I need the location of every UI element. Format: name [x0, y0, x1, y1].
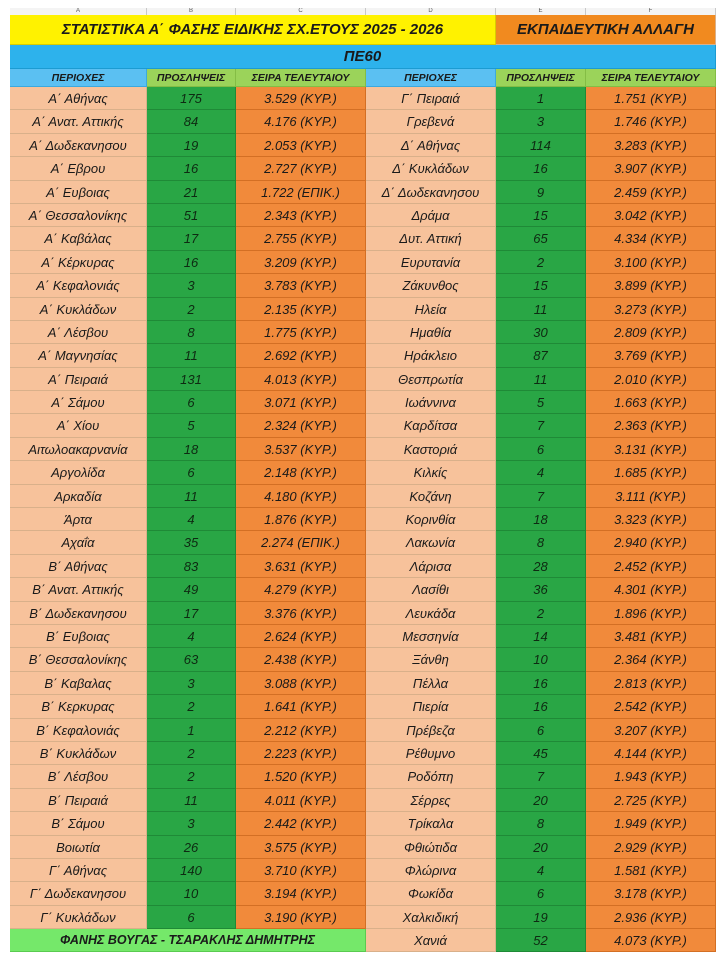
column-header[interactable]: ΠΡΟΣΛΗΨΕΙΣ [496, 69, 586, 87]
region-cell[interactable]: Α΄ Μαγνησίας [10, 344, 147, 367]
last-rank-cell[interactable]: 1.641 (ΚΥΡ.) [236, 695, 366, 718]
column-header[interactable]: ΣΕΙΡΑ ΤΕΛΕΥΤΑΙΟΥ [586, 69, 716, 87]
last-rank-cell[interactable]: 3.100 (ΚΥΡ.) [586, 251, 716, 274]
hires-cell[interactable]: 1 [147, 719, 236, 742]
last-rank-cell[interactable]: 2.438 (ΚΥΡ.) [236, 648, 366, 671]
hires-cell[interactable]: 19 [147, 134, 236, 157]
last-rank-cell[interactable]: 2.053 (ΚΥΡ.) [236, 134, 366, 157]
footer-credit[interactable]: ΦΑΝΗΣ ΒΟΥΓΑΣ - ΤΣΑΡΑΚΛΗΣ ΔΗΜΗΤΡΗΣ [10, 929, 366, 952]
last-rank-cell[interactable]: 1.722 (ΕΠΙΚ.) [236, 181, 366, 204]
hires-cell[interactable]: 17 [147, 602, 236, 625]
hires-cell[interactable]: 28 [496, 555, 586, 578]
last-rank-cell[interactable]: 2.363 (ΚΥΡ.) [586, 414, 716, 437]
last-rank-cell[interactable]: 2.010 (ΚΥΡ.) [586, 368, 716, 391]
hires-cell[interactable]: 5 [147, 414, 236, 437]
column-letter[interactable]: E [496, 8, 586, 15]
last-rank-cell[interactable]: 1.520 (ΚΥΡ.) [236, 765, 366, 788]
hires-cell[interactable]: 11 [496, 298, 586, 321]
region-cell[interactable]: Β΄ Κερκυρας [10, 695, 147, 718]
region-cell[interactable]: Ηράκλειο [366, 344, 496, 367]
last-rank-cell[interactable]: 2.212 (ΚΥΡ.) [236, 719, 366, 742]
region-cell[interactable]: Χανιά [366, 929, 496, 952]
region-cell[interactable]: Α΄ Λέσβου [10, 321, 147, 344]
region-cell[interactable]: Λευκάδα [366, 602, 496, 625]
hires-cell[interactable]: 3 [147, 812, 236, 835]
hires-cell[interactable]: 7 [496, 414, 586, 437]
hires-cell[interactable]: 8 [147, 321, 236, 344]
hires-cell[interactable]: 114 [496, 134, 586, 157]
hires-cell[interactable]: 15 [496, 204, 586, 227]
region-cell[interactable]: Δ΄ Κυκλάδων [366, 157, 496, 180]
region-cell[interactable]: Δ΄ Αθήνας [366, 134, 496, 157]
last-rank-cell[interactable]: 1.943 (ΚΥΡ.) [586, 765, 716, 788]
last-rank-cell[interactable]: 2.459 (ΚΥΡ.) [586, 181, 716, 204]
sheet-title[interactable]: ΣΤΑΤΙΣΤΙΚΑ Α΄ ΦΑΣΗΣ ΕΙΔΙΚΗΣ ΣΧ.ΕΤΟΥΣ 2025 - 2026 [10, 15, 496, 45]
hires-cell[interactable]: 2 [147, 765, 236, 788]
region-cell[interactable]: Ιωάννινα [366, 391, 496, 414]
last-rank-cell[interactable]: 3.710 (ΚΥΡ.) [236, 859, 366, 882]
last-rank-cell[interactable]: 2.135 (ΚΥΡ.) [236, 298, 366, 321]
hires-cell[interactable]: 9 [496, 181, 586, 204]
region-cell[interactable]: Γ΄ Δωδεκανησου [10, 882, 147, 905]
hires-cell[interactable]: 11 [147, 485, 236, 508]
region-cell[interactable]: Χαλκιδική [366, 906, 496, 929]
last-rank-cell[interactable]: 1.949 (ΚΥΡ.) [586, 812, 716, 835]
region-cell[interactable]: Μεσσηνία [366, 625, 496, 648]
last-rank-cell[interactable]: 3.088 (ΚΥΡ.) [236, 672, 366, 695]
region-cell[interactable]: Α΄ Χίου [10, 414, 147, 437]
region-cell[interactable]: Καστοριά [366, 438, 496, 461]
region-cell[interactable]: Β΄ Σάμου [10, 812, 147, 835]
last-rank-cell[interactable]: 4.279 (ΚΥΡ.) [236, 578, 366, 601]
hires-cell[interactable]: 16 [496, 672, 586, 695]
column-letter[interactable]: D [366, 8, 496, 15]
region-cell[interactable]: Β΄ Δωδεκανησου [10, 602, 147, 625]
last-rank-cell[interactable]: 1.746 (ΚΥΡ.) [586, 110, 716, 133]
hires-cell[interactable]: 11 [496, 368, 586, 391]
last-rank-cell[interactable]: 2.343 (ΚΥΡ.) [236, 204, 366, 227]
last-rank-cell[interactable]: 2.940 (ΚΥΡ.) [586, 531, 716, 554]
region-cell[interactable]: Φωκίδα [366, 882, 496, 905]
region-cell[interactable]: Α΄ Κεφαλονιάς [10, 274, 147, 297]
hires-cell[interactable]: 15 [496, 274, 586, 297]
last-rank-cell[interactable]: 3.273 (ΚΥΡ.) [586, 298, 716, 321]
last-rank-cell[interactable]: 2.223 (ΚΥΡ.) [236, 742, 366, 765]
region-cell[interactable]: Λάρισα [366, 555, 496, 578]
region-cell[interactable]: Β΄ Θεσσαλονίκης [10, 648, 147, 671]
last-rank-cell[interactable]: 3.529 (ΚΥΡ.) [236, 87, 366, 110]
region-cell[interactable]: Πιερία [366, 695, 496, 718]
hires-cell[interactable]: 131 [147, 368, 236, 391]
region-cell[interactable]: Γ΄ Πειραιά [366, 87, 496, 110]
region-cell[interactable]: Δ΄ Δωδεκανησου [366, 181, 496, 204]
region-cell[interactable]: Βοιωτία [10, 836, 147, 859]
last-rank-cell[interactable]: 2.755 (ΚΥΡ.) [236, 227, 366, 250]
hires-cell[interactable]: 87 [496, 344, 586, 367]
column-letter[interactable]: F [586, 8, 716, 15]
hires-cell[interactable]: 21 [147, 181, 236, 204]
hires-cell[interactable]: 10 [496, 648, 586, 671]
last-rank-cell[interactable]: 4.144 (ΚΥΡ.) [586, 742, 716, 765]
last-rank-cell[interactable]: 3.131 (ΚΥΡ.) [586, 438, 716, 461]
region-cell[interactable]: Β΄ Αθήνας [10, 555, 147, 578]
region-cell[interactable]: Λακωνία [366, 531, 496, 554]
region-cell[interactable]: Α΄ Πειραιά [10, 368, 147, 391]
region-cell[interactable]: Ζάκυνθος [366, 274, 496, 297]
column-header[interactable]: ΠΡΟΣΛΗΨΕΙΣ [147, 69, 236, 87]
hires-cell[interactable]: 3 [147, 672, 236, 695]
sheet-title-right[interactable]: ΕΚΠΑΙΔΕΥΤΙΚΗ ΑΛΛΑΓΗ [496, 15, 716, 45]
region-cell[interactable]: Α΄ Καβάλας [10, 227, 147, 250]
last-rank-cell[interactable]: 3.907 (ΚΥΡ.) [586, 157, 716, 180]
last-rank-cell[interactable]: 3.631 (ΚΥΡ.) [236, 555, 366, 578]
last-rank-cell[interactable]: 3.899 (ΚΥΡ.) [586, 274, 716, 297]
region-cell[interactable]: Αχαΐα [10, 531, 147, 554]
last-rank-cell[interactable]: 1.751 (ΚΥΡ.) [586, 87, 716, 110]
region-cell[interactable]: Καρδίτσα [366, 414, 496, 437]
region-cell[interactable]: Τρίκαλα [366, 812, 496, 835]
hires-cell[interactable]: 6 [496, 882, 586, 905]
hires-cell[interactable]: 17 [147, 227, 236, 250]
region-cell[interactable]: Κιλκίς [366, 461, 496, 484]
hires-cell[interactable]: 1 [496, 87, 586, 110]
column-header[interactable]: ΠΕΡΙΟΧΕΣ [10, 69, 147, 87]
region-cell[interactable]: Ξάνθη [366, 648, 496, 671]
hires-cell[interactable]: 140 [147, 859, 236, 882]
region-cell[interactable]: Β΄ Κυκλάδων [10, 742, 147, 765]
column-header[interactable]: ΣΕΙΡΑ ΤΕΛΕΥΤΑΙΟΥ [236, 69, 366, 87]
hires-cell[interactable]: 11 [147, 344, 236, 367]
column-letter[interactable]: B [147, 8, 236, 15]
last-rank-cell[interactable]: 2.442 (ΚΥΡ.) [236, 812, 366, 835]
hires-cell[interactable]: 6 [496, 719, 586, 742]
last-rank-cell[interactable]: 2.624 (ΚΥΡ.) [236, 625, 366, 648]
last-rank-cell[interactable]: 2.274 (ΕΠΙΚ.) [236, 531, 366, 554]
region-cell[interactable]: Κοζάνη [366, 485, 496, 508]
hires-cell[interactable]: 16 [496, 157, 586, 180]
last-rank-cell[interactable]: 3.071 (ΚΥΡ.) [236, 391, 366, 414]
last-rank-cell[interactable]: 2.929 (ΚΥΡ.) [586, 836, 716, 859]
last-rank-cell[interactable]: 3.376 (ΚΥΡ.) [236, 602, 366, 625]
column-header[interactable]: ΠΕΡΙΟΧΕΣ [366, 69, 496, 87]
hires-cell[interactable]: 20 [496, 836, 586, 859]
hires-cell[interactable]: 16 [496, 695, 586, 718]
last-rank-cell[interactable]: 1.775 (ΚΥΡ.) [236, 321, 366, 344]
hires-cell[interactable]: 2 [147, 695, 236, 718]
region-cell[interactable]: Α΄ Εβρου [10, 157, 147, 180]
region-cell[interactable]: Β΄ Κεφαλονιάς [10, 719, 147, 742]
hires-cell[interactable]: 49 [147, 578, 236, 601]
region-cell[interactable]: Αρκαδία [10, 485, 147, 508]
hires-cell[interactable]: 30 [496, 321, 586, 344]
region-cell[interactable]: Α΄ Κέρκυρας [10, 251, 147, 274]
last-rank-cell[interactable]: 3.323 (ΚΥΡ.) [586, 508, 716, 531]
hires-cell[interactable]: 14 [496, 625, 586, 648]
region-cell[interactable]: Γ΄ Κυκλάδων [10, 906, 147, 929]
last-rank-cell[interactable]: 3.209 (ΚΥΡ.) [236, 251, 366, 274]
region-cell[interactable]: Κορινθία [366, 508, 496, 531]
hires-cell[interactable]: 65 [496, 227, 586, 250]
hires-cell[interactable]: 18 [147, 438, 236, 461]
region-cell[interactable]: Β΄ Καβαλας [10, 672, 147, 695]
region-cell[interactable]: Σέρρες [366, 789, 496, 812]
region-cell[interactable]: Λασίθι [366, 578, 496, 601]
hires-cell[interactable]: 16 [147, 157, 236, 180]
last-rank-cell[interactable]: 2.148 (ΚΥΡ.) [236, 461, 366, 484]
hires-cell[interactable]: 2 [147, 298, 236, 321]
region-cell[interactable]: Αιτωλοακαρνανία [10, 438, 147, 461]
last-rank-cell[interactable]: 4.301 (ΚΥΡ.) [586, 578, 716, 601]
hires-cell[interactable]: 4 [496, 461, 586, 484]
hires-cell[interactable]: 11 [147, 789, 236, 812]
hires-cell[interactable]: 7 [496, 765, 586, 788]
region-cell[interactable]: Ροδόπη [366, 765, 496, 788]
region-cell[interactable]: Δυτ. Αττική [366, 227, 496, 250]
last-rank-cell[interactable]: 2.809 (ΚΥΡ.) [586, 321, 716, 344]
region-cell[interactable]: Γ΄ Αθήνας [10, 859, 147, 882]
last-rank-cell[interactable]: 4.013 (ΚΥΡ.) [236, 368, 366, 391]
region-cell[interactable]: Ρέθυμνο [366, 742, 496, 765]
last-rank-cell[interactable]: 1.876 (ΚΥΡ.) [236, 508, 366, 531]
hires-cell[interactable]: 3 [147, 274, 236, 297]
last-rank-cell[interactable]: 3.190 (ΚΥΡ.) [236, 906, 366, 929]
region-cell[interactable]: Ευρυτανία [366, 251, 496, 274]
region-cell[interactable]: Α΄ Αθήνας [10, 87, 147, 110]
hires-cell[interactable]: 6 [147, 906, 236, 929]
hires-cell[interactable]: 8 [496, 531, 586, 554]
region-cell[interactable]: Αργολίδα [10, 461, 147, 484]
region-cell[interactable]: Πέλλα [366, 672, 496, 695]
hires-cell[interactable]: 6 [147, 461, 236, 484]
last-rank-cell[interactable]: 4.073 (ΚΥΡ.) [586, 929, 716, 952]
hires-cell[interactable]: 63 [147, 648, 236, 671]
hires-cell[interactable]: 35 [147, 531, 236, 554]
last-rank-cell[interactable]: 2.813 (ΚΥΡ.) [586, 672, 716, 695]
hires-cell[interactable]: 51 [147, 204, 236, 227]
region-cell[interactable]: Άρτα [10, 508, 147, 531]
last-rank-cell[interactable]: 3.783 (ΚΥΡ.) [236, 274, 366, 297]
last-rank-cell[interactable]: 3.769 (ΚΥΡ.) [586, 344, 716, 367]
hires-cell[interactable]: 2 [496, 251, 586, 274]
region-cell[interactable]: Φθιώτιδα [366, 836, 496, 859]
last-rank-cell[interactable]: 2.936 (ΚΥΡ.) [586, 906, 716, 929]
region-cell[interactable]: Β΄ Πειραιά [10, 789, 147, 812]
region-cell[interactable]: Β΄ Ευβοιας [10, 625, 147, 648]
hires-cell[interactable]: 4 [147, 625, 236, 648]
region-cell[interactable]: Θεσπρωτία [366, 368, 496, 391]
column-letter[interactable]: A [10, 8, 147, 15]
region-cell[interactable]: Ηλεία [366, 298, 496, 321]
last-rank-cell[interactable]: 4.334 (ΚΥΡ.) [586, 227, 716, 250]
last-rank-cell[interactable]: 2.542 (ΚΥΡ.) [586, 695, 716, 718]
last-rank-cell[interactable]: 3.207 (ΚΥΡ.) [586, 719, 716, 742]
hires-cell[interactable]: 36 [496, 578, 586, 601]
last-rank-cell[interactable]: 3.042 (ΚΥΡ.) [586, 204, 716, 227]
last-rank-cell[interactable]: 4.176 (ΚΥΡ.) [236, 110, 366, 133]
hires-cell[interactable]: 45 [496, 742, 586, 765]
region-cell[interactable]: Α΄ Ευβοιας [10, 181, 147, 204]
hires-cell[interactable]: 83 [147, 555, 236, 578]
last-rank-cell[interactable]: 3.575 (ΚΥΡ.) [236, 836, 366, 859]
region-cell[interactable]: Ημαθία [366, 321, 496, 344]
hires-cell[interactable]: 7 [496, 485, 586, 508]
region-cell[interactable]: Δράμα [366, 204, 496, 227]
last-rank-cell[interactable]: 3.194 (ΚΥΡ.) [236, 882, 366, 905]
hires-cell[interactable]: 6 [496, 438, 586, 461]
hires-cell[interactable]: 5 [496, 391, 586, 414]
hires-cell[interactable]: 10 [147, 882, 236, 905]
region-cell[interactable]: Α΄ Δωδεκανησου [10, 134, 147, 157]
hires-cell[interactable]: 84 [147, 110, 236, 133]
region-cell[interactable]: Β΄ Λέσβου [10, 765, 147, 788]
hires-cell[interactable]: 2 [496, 602, 586, 625]
hires-cell[interactable]: 26 [147, 836, 236, 859]
column-letter[interactable]: C [236, 8, 366, 15]
sheet-grid [10, 8, 716, 952]
region-cell[interactable]: Α΄ Ανατ. Αττικής [10, 110, 147, 133]
hires-cell[interactable]: 6 [147, 391, 236, 414]
last-rank-cell[interactable]: 1.896 (ΚΥΡ.) [586, 602, 716, 625]
last-rank-cell[interactable]: 3.481 (ΚΥΡ.) [586, 625, 716, 648]
hires-cell[interactable]: 18 [496, 508, 586, 531]
last-rank-cell[interactable]: 1.581 (ΚΥΡ.) [586, 859, 716, 882]
last-rank-cell[interactable]: 4.011 (ΚΥΡ.) [236, 789, 366, 812]
region-cell[interactable]: Φλώρινα [366, 859, 496, 882]
last-rank-cell[interactable]: 2.364 (ΚΥΡ.) [586, 648, 716, 671]
region-cell[interactable]: Α΄ Θεσσαλονίκης [10, 204, 147, 227]
last-rank-cell[interactable]: 2.692 (ΚΥΡ.) [236, 344, 366, 367]
hires-cell[interactable]: 8 [496, 812, 586, 835]
last-rank-cell[interactable]: 1.685 (ΚΥΡ.) [586, 461, 716, 484]
last-rank-cell[interactable]: 1.663 (ΚΥΡ.) [586, 391, 716, 414]
last-rank-cell[interactable]: 4.180 (ΚΥΡ.) [236, 485, 366, 508]
region-cell[interactable]: Α΄ Κυκλάδων [10, 298, 147, 321]
last-rank-cell[interactable]: 3.178 (ΚΥΡ.) [586, 882, 716, 905]
hires-cell[interactable]: 3 [496, 110, 586, 133]
hires-cell[interactable]: 19 [496, 906, 586, 929]
last-rank-cell[interactable]: 2.725 (ΚΥΡ.) [586, 789, 716, 812]
region-cell[interactable]: Β΄ Ανατ. Αττικής [10, 578, 147, 601]
last-rank-cell[interactable]: 2.452 (ΚΥΡ.) [586, 555, 716, 578]
hires-cell[interactable]: 2 [147, 742, 236, 765]
hires-cell[interactable]: 175 [147, 87, 236, 110]
region-cell[interactable]: Πρέβεζα [366, 719, 496, 742]
hires-cell[interactable]: 4 [496, 859, 586, 882]
last-rank-cell[interactable]: 2.324 (ΚΥΡ.) [236, 414, 366, 437]
last-rank-cell[interactable]: 3.537 (ΚΥΡ.) [236, 438, 366, 461]
region-cell[interactable]: Α΄ Σάμου [10, 391, 147, 414]
last-rank-cell[interactable]: 3.283 (ΚΥΡ.) [586, 134, 716, 157]
specialty-label[interactable]: ΠΕ60 [10, 45, 716, 69]
last-rank-cell[interactable]: 2.727 (ΚΥΡ.) [236, 157, 366, 180]
hires-cell[interactable]: 52 [496, 929, 586, 952]
region-cell[interactable]: Γρεβενά [366, 110, 496, 133]
last-rank-cell[interactable]: 3.111 (ΚΥΡ.) [586, 485, 716, 508]
hires-cell[interactable]: 16 [147, 251, 236, 274]
hires-cell[interactable]: 20 [496, 789, 586, 812]
hires-cell[interactable]: 4 [147, 508, 236, 531]
